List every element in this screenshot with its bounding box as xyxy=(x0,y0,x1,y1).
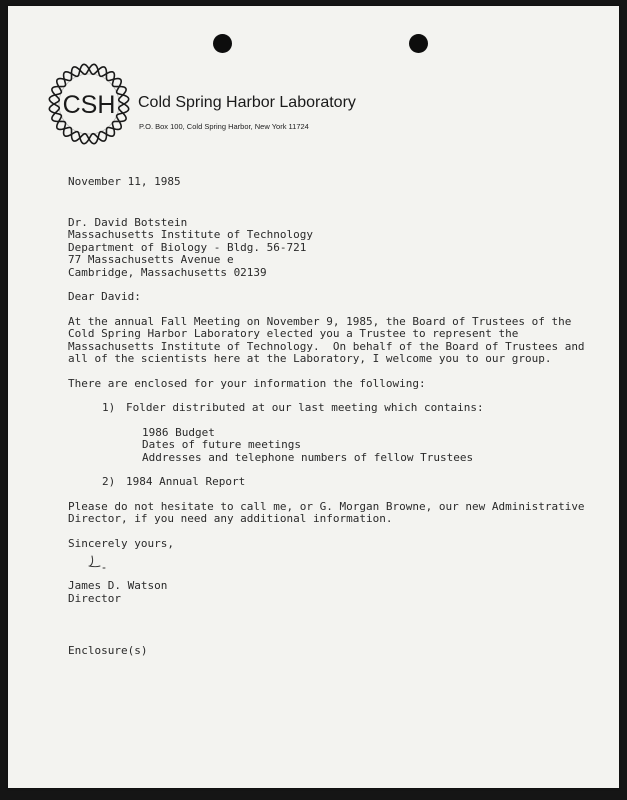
item-text: 1984 Annual Report xyxy=(126,475,246,488)
recipient-address xyxy=(68,217,598,280)
recipient-line: Massachusetts Institute of Technology xyxy=(68,228,314,241)
paragraph-line: Please do not hesitate to call me, or G. Morgan Browne, our new Administrative xyxy=(68,499,585,513)
paragraph-contact xyxy=(68,501,598,526)
enclosure-item xyxy=(68,402,598,415)
enclosure-note: Enclosure(s) xyxy=(68,644,148,657)
folder-contents xyxy=(68,427,598,465)
recipient-line: Department of Biology - Bldg. 56-721 xyxy=(68,240,307,254)
subitem: Dates of future meetings xyxy=(142,438,301,451)
letter-body xyxy=(68,176,598,658)
paragraph-line: all of the scientists here at the Laboratory, I welcome you to our group. xyxy=(68,352,552,365)
subitem: 1986 Budget xyxy=(142,425,215,439)
signer-title: Director xyxy=(68,591,121,605)
paragraph-enclosed: There are enclosed for your information the following: xyxy=(68,376,426,390)
salutation: Dear David: xyxy=(68,290,141,303)
paragraph-line: Director, if you need any additional information. xyxy=(68,512,393,525)
paragraph-line: Massachusetts Institute of Technology. On behalf of the Board of Trustees and xyxy=(68,339,585,353)
organization-address: P.O. Box 100, Cold Spring Harbor, New York 11724 xyxy=(139,122,309,131)
organization-name: Cold Spring Harbor Laboratory xyxy=(138,94,356,111)
recipient-line: 77 Massachusetts Avenue e xyxy=(68,253,234,266)
item-number: 1) xyxy=(102,401,116,414)
signature-scribble xyxy=(86,554,108,572)
csh-logo xyxy=(46,61,132,147)
punch-hole-right xyxy=(409,34,428,53)
closing: Sincerely yours, xyxy=(68,536,174,550)
signature-mark xyxy=(68,554,598,576)
recipient-line: Cambridge, Massachusetts 02139 xyxy=(68,265,267,279)
enclosure-item xyxy=(68,476,598,489)
paragraph-welcome xyxy=(68,316,598,366)
recipient-line: Dr. David Botstein xyxy=(68,215,188,229)
signer-name: James D. Watson xyxy=(68,579,168,592)
paragraph-line: At the annual Fall Meeting on November 9, 1985, the Board of Trustees of the xyxy=(68,314,572,328)
letter-date: November 11, 1985 xyxy=(68,175,181,188)
signature-block xyxy=(68,580,598,605)
letter-page xyxy=(8,6,619,788)
paragraph-line: Cold Spring Harbor Laboratory elected you a Trustee to represent the xyxy=(68,327,519,340)
punch-hole-left xyxy=(213,34,232,53)
logo-text: CSH xyxy=(62,91,116,119)
subitem: Addresses and telephone numbers of fellow Trustees xyxy=(142,450,474,464)
item-number: 2) xyxy=(102,475,116,488)
item-text: Folder distributed at our last meeting which contains: xyxy=(126,401,484,414)
